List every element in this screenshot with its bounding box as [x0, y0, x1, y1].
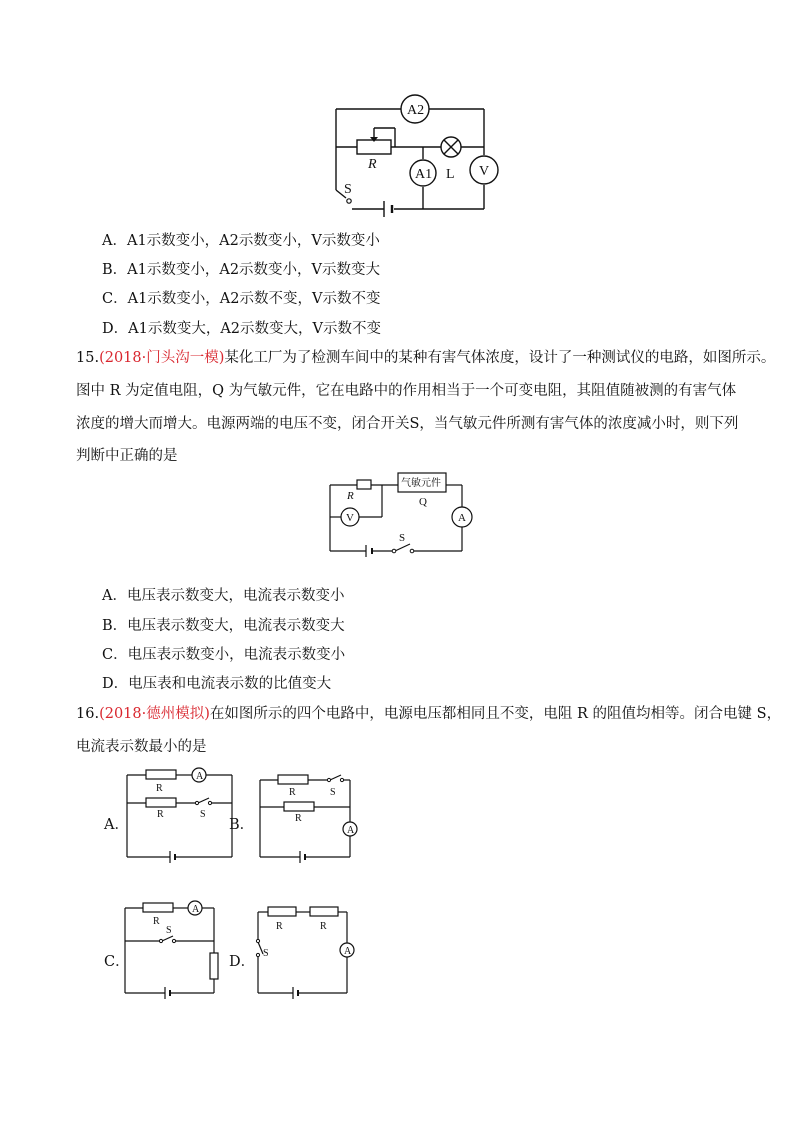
- r-label: R: [368, 157, 377, 172]
- q15-a-label: A: [458, 512, 466, 524]
- s-label: S: [344, 182, 352, 197]
- q16c-meter-label: A: [192, 904, 200, 915]
- q15-stem-line-2: 图中 R 为定值电阻，Q 为气敏元件，它在电路中的作用相当于一个可变电阻，其阻值随被测的有害气体: [76, 383, 737, 399]
- q16d-s-label: S: [263, 948, 269, 959]
- q16-stem-line-1: 16.(2018·德州模拟)在如图所示的四个电路中，电源电压都相同且不变，电阻 R 的阻值均相等。闭合电键 S，: [76, 706, 782, 722]
- q16d-r1-label: R: [276, 921, 283, 932]
- q16b-r1-label: R: [289, 787, 296, 798]
- q16d-r2-label: R: [320, 921, 327, 932]
- q14-option-c: C．A1示数变小，A2示数不变，V示数不变: [102, 291, 381, 307]
- q16a-r1-label: R: [156, 783, 163, 794]
- q16-source: (2018·德州模拟): [99, 706, 210, 722]
- v-label: V: [479, 164, 490, 179]
- q16-stem-line-2: 电流表示数最小的是: [76, 739, 207, 755]
- q15-option-b: B．电压表示数变大，电流表示数变大: [102, 618, 345, 634]
- q16d-meter-label: A: [344, 946, 352, 957]
- a2-label: A2: [407, 103, 425, 118]
- q15-source: (2018·门头沟一模): [99, 350, 225, 366]
- q15-option-c: C．电压表示数变小，电流表示数变小: [102, 647, 346, 663]
- q15-option-a: A．电压表示数变大，电流表示数变小: [102, 588, 345, 604]
- q15-v-label: V: [346, 512, 354, 524]
- q15-stem-line-1: 15.(2018·门头沟一模)某化工厂为了检测车间中的某种有害气体浓度，设计了一种测试仪的电路，如图所示。: [76, 350, 776, 366]
- a1-label: A1: [415, 167, 433, 182]
- q16-number: 16.: [76, 706, 100, 722]
- q16-label-a: A．: [104, 817, 129, 833]
- q16b-r2-label: R: [295, 813, 302, 824]
- q16b-meter-label: A: [347, 825, 355, 836]
- q16-label-c: C．: [104, 954, 130, 970]
- q16c-s-label: S: [166, 925, 172, 936]
- q15-stem-line-3: 浓度的增大而增大。电源两端的电压不变，闭合开关S，当气敏元件所测有害气体的浓度减小时，则下列: [76, 416, 739, 432]
- l-label: L: [446, 167, 455, 182]
- q15-number: 15.: [76, 350, 100, 366]
- q16a-meter-label: A: [196, 771, 204, 782]
- q16b-s-label: S: [330, 787, 336, 798]
- q16c-r-label: R: [153, 916, 160, 927]
- q14-option-b: B．A1示数变小，A2示数变小，V示数变大: [102, 262, 381, 278]
- q14-option-a: A．A1示数变小，A2示数变小，V示数变小: [102, 233, 380, 249]
- q15-option-d: D．电压表和电流表示数的比值变大: [102, 676, 332, 692]
- q15-stem-line-4: 判断中正确的是: [76, 448, 178, 464]
- q15-r-label: R: [347, 490, 354, 502]
- q16a-r2-label: R: [157, 809, 164, 820]
- q14-option-d: D．A1示数变大，A2示数变大，V示数不变: [102, 321, 382, 337]
- q16-label-d: D．: [229, 954, 256, 970]
- q15-s-label: S: [399, 532, 406, 544]
- q16-label-b: B．: [229, 817, 255, 833]
- q16a-s-label: S: [200, 809, 206, 820]
- q15-q-label: Q: [419, 496, 427, 508]
- q15-gas-element-label: 气敏元件: [401, 478, 441, 489]
